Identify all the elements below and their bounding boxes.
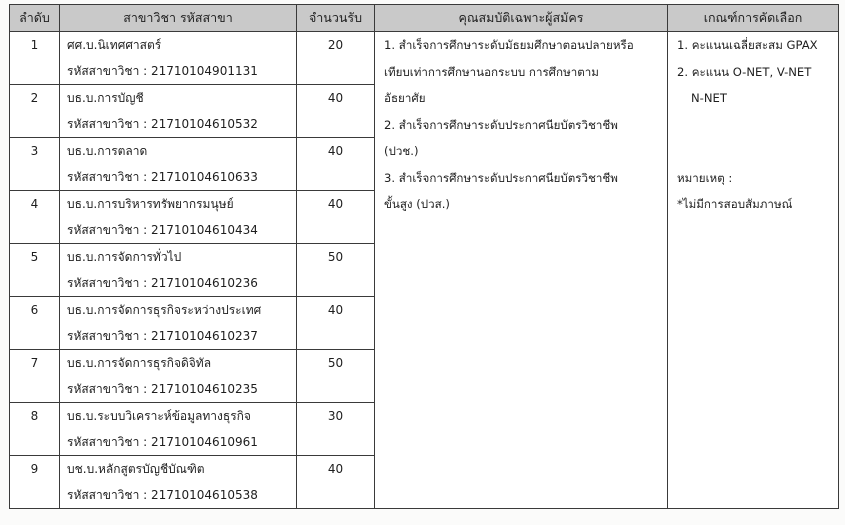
quota-value: 50 [297,350,375,403]
major-cell [60,85,297,138]
note-text: *ไม่มีการสอบสัมภาษณ์ [677,197,793,211]
major-code: รหัสสาขาวิชา : 21710104610434 [67,223,258,237]
major-name: บธ.บ.ระบบวิเคราะห์ข้อมูลทางธุรกิจ [67,409,251,423]
major-name: บธ.บ.การจัดการธุรกิจดิจิทัล [67,356,212,370]
qualification-line: (ปวช.) [384,144,419,158]
major-code: รหัสสาขาวิชา : 21710104610532 [67,117,258,131]
quota-value: 20 [297,32,375,85]
major-name: ศศ.บ.นิเทศศาสตร์ [67,38,162,52]
header-criteria: เกณฑ์การคัดเลือก [668,5,839,32]
major-name: บธ.บ.การตลาด [67,144,148,158]
major-code: รหัสสาขาวิชา : 21710104610538 [67,488,258,502]
major-code: รหัสสาขาวิชา : 21710104901131 [67,64,258,78]
note-title: หมายเหตุ : [677,170,733,185]
major-code: รหัสสาขาวิชา : 21710104610236 [67,276,258,290]
quota-value: 40 [297,191,375,244]
table-row [10,32,839,85]
qualification-line: 3. สำเร็จการศึกษาระดับประกาศนียบัตรวิชาชีพ [384,170,618,185]
major-cell [60,297,297,350]
criteria-cell [668,32,839,509]
criteria-line: 2. คะแนน O-NET, V-NET [677,64,812,79]
major-code: รหัสสาขาวิชา : 21710104610237 [67,329,258,343]
row-number: 3 [10,138,60,191]
row-number: 5 [10,244,60,297]
row-number: 1 [10,32,60,85]
row-number: 9 [10,456,60,509]
header-major: สาขาวิชา รหัสสาขา [60,5,297,32]
quota-value: 30 [297,403,375,456]
header-quota: จำนวนรับ [297,5,375,32]
major-name: บธ.บ.การจัดการทั่วไป [67,250,182,264]
major-name: บช.บ.หลักสูตรบัญชีบัณฑิต [67,462,205,476]
major-cell [60,244,297,297]
quota-value: 40 [297,456,375,509]
quota-value: 40 [297,138,375,191]
quota-value: 40 [297,85,375,138]
table-header-row [10,5,839,32]
major-code: รหัสสาขาวิชา : 21710104610633 [67,170,258,184]
qualification-line: ขั้นสูง (ปวส.) [384,197,450,211]
major-cell [60,138,297,191]
criteria-line: N-NET [691,91,727,105]
criteria-spacer [677,112,832,165]
criteria-line: 1. คะแนนเฉลี่ยสะสม GPAX [677,38,818,52]
row-number: 2 [10,85,60,138]
row-number: 8 [10,403,60,456]
qualifications-cell [375,32,668,509]
major-cell [60,456,297,509]
major-cell [60,191,297,244]
quota-value: 50 [297,244,375,297]
row-number: 7 [10,350,60,403]
major-cell [60,32,297,85]
admission-table-document [9,4,838,509]
qualification-line: อัธยาศัย [384,91,426,105]
major-cell [60,350,297,403]
major-code: รหัสสาขาวิชา : 21710104610235 [67,382,258,396]
row-number: 4 [10,191,60,244]
qualification-line: 1. สำเร็จการศึกษาระดับมัธยมศึกษาตอนปลายหรือ [384,38,634,52]
quota-value: 40 [297,297,375,350]
major-name: บธ.บ.การบริหารทรัพยากรมนุษย์ [67,197,234,211]
major-cell [60,403,297,456]
header-qualifications: คุณสมบัติเฉพาะผู้สมัคร [375,5,668,32]
row-number: 6 [10,297,60,350]
qualification-line: เทียบเท่าการศึกษานอกระบบ การศึกษาตาม [384,64,599,79]
admission-table [9,4,839,509]
major-code: รหัสสาขาวิชา : 21710104610961 [67,435,258,449]
major-name: บธ.บ.การจัดการธุรกิจระหว่างประเทศ [67,303,262,317]
qualification-line: 2. สำเร็จการศึกษาระดับประกาศนียบัตรวิชาชีพ [384,117,618,132]
major-name: บธ.บ.การบัญชี [67,91,144,105]
header-order: ลำดับ [10,5,60,32]
